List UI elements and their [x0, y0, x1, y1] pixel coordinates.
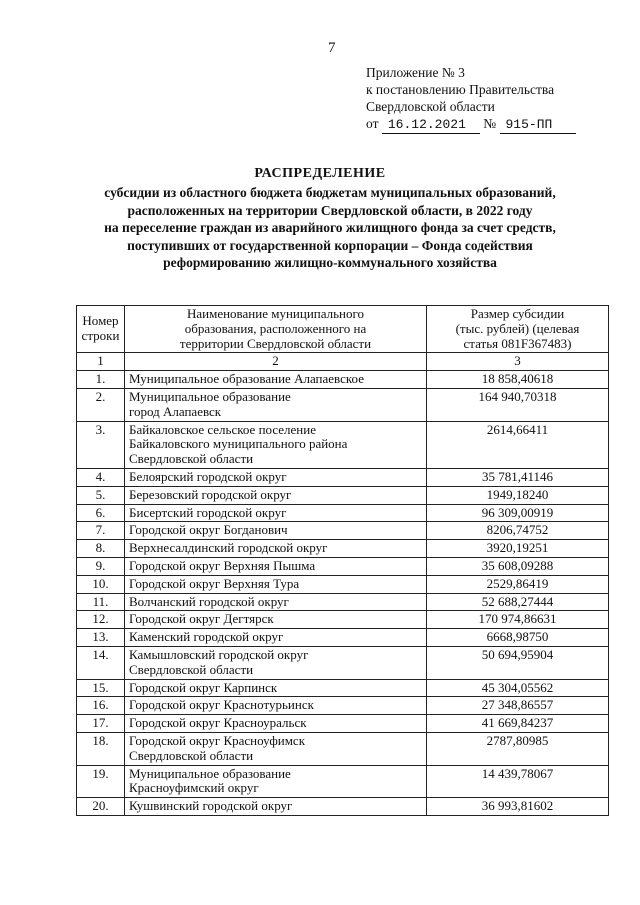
municipality-cell: Городской округ Богданович [125, 522, 427, 540]
subsidy-cell: 3920,19251 [427, 540, 609, 558]
row-number-cell: 1. [77, 371, 125, 389]
table-row [77, 629, 609, 647]
appendix-date-line [366, 115, 576, 134]
municipality-cell: Березовский городской округ [125, 486, 427, 504]
subsidy-cell: 8206,74752 [427, 522, 609, 540]
index-cell: 1 [77, 353, 125, 371]
municipality-cell: Муниципальное образование Алапаевское [125, 371, 427, 389]
subsidy-cell: 2614,66411 [427, 421, 609, 468]
subsidy-cell: 52 688,27444 [427, 593, 609, 611]
row-number-cell: 2. [77, 388, 125, 421]
municipality-cell: Городской округ Карпинск [125, 679, 427, 697]
row-number-cell: 4. [77, 468, 125, 486]
row-number-cell: 7. [77, 522, 125, 540]
subsidy-cell: 27 348,86557 [427, 697, 609, 715]
table-row [77, 421, 609, 468]
municipality-cell: Городской округ Верхняя Тура [125, 575, 427, 593]
header-subsidy: Размер субсидии (тыс. рублей) (целевая статья 081F367483) [427, 306, 609, 353]
subtitle-line: расположенных на территории Свердловской области, в 2022 году [127, 202, 533, 218]
from-label: от [366, 116, 379, 131]
subsidy-cell: 36 993,81602 [427, 798, 609, 816]
municipality-cell: Волчанский городской округ [125, 593, 427, 611]
table-row [77, 646, 609, 679]
appendix-block [366, 64, 576, 134]
table-row [77, 557, 609, 575]
subsidy-cell: 96 309,00919 [427, 504, 609, 522]
row-number-cell: 3. [77, 421, 125, 468]
row-number-cell: 18. [77, 732, 125, 765]
table-row [77, 504, 609, 522]
appendix-title: Приложение № 3 [366, 65, 465, 80]
municipality-cell: Бисертский городской округ [125, 504, 427, 522]
table-row [77, 798, 609, 816]
page-number: 7 [328, 40, 336, 56]
municipality-cell: Городской округ Краснотурьинск [125, 697, 427, 715]
subsidy-cell: 1949,18240 [427, 486, 609, 504]
table-row [77, 388, 609, 421]
table-row [77, 732, 609, 765]
table-row [77, 679, 609, 697]
municipality-cell: Городской округ Дегтярск [125, 611, 427, 629]
header-municipality: Наименование муниципального образования, расположенного на территории Свердловской области [125, 306, 427, 353]
subtitle-line: поступивших от государственной корпорации – Фонда содействия [127, 237, 533, 253]
table-row [77, 540, 609, 558]
subsidy-cell: 18 858,40618 [427, 371, 609, 389]
subtitle-line: реформированию жилищно-коммунального хозяйства [163, 255, 497, 271]
subsidy-table [76, 305, 609, 816]
row-number-cell: 14. [77, 646, 125, 679]
table-row [77, 715, 609, 733]
municipality-cell: Байкаловское сельское поселение Байкаловского муниципального района Свердловской области [125, 421, 427, 468]
row-number-cell: 10. [77, 575, 125, 593]
municipality-cell: Белоярский городской округ [125, 468, 427, 486]
resolution-number: 915-ПП [500, 116, 576, 134]
municipality-cell: Муниципальное образование город Алапаевск [125, 388, 427, 421]
municipality-cell: Верхнесалдинский городской округ [125, 540, 427, 558]
subsidy-cell: 50 694,95904 [427, 646, 609, 679]
table-row [77, 468, 609, 486]
table-body [77, 371, 609, 816]
subsidy-cell: 35 781,41146 [427, 468, 609, 486]
subsidy-cell: 6668,98750 [427, 629, 609, 647]
row-number-cell: 17. [77, 715, 125, 733]
table-row [77, 371, 609, 389]
municipality-cell: Городской округ Красноуральск [125, 715, 427, 733]
municipality-cell: Муниципальное образование Красноуфимский округ [125, 765, 427, 798]
municipality-cell: Кушвинский городской округ [125, 798, 427, 816]
subsidy-cell: 35 608,09288 [427, 557, 609, 575]
row-number-cell: 8. [77, 540, 125, 558]
table-row [77, 486, 609, 504]
subtitle-line: субсидии из областного бюджета бюджетам муниципальных образований, [104, 185, 556, 200]
row-number-cell: 11. [77, 593, 125, 611]
municipality-cell: Городской округ Красноуфимск Свердловской области [125, 732, 427, 765]
table-row [77, 575, 609, 593]
row-number-cell: 9. [77, 557, 125, 575]
number-label: № [483, 116, 497, 131]
row-number-cell: 12. [77, 611, 125, 629]
subsidy-cell: 2529,86419 [427, 575, 609, 593]
subsidy-cell: 164 940,70318 [427, 388, 609, 421]
row-number-cell: 20. [77, 798, 125, 816]
table-row [77, 765, 609, 798]
document-title: РАСПРЕДЕЛЕНИЕ [254, 166, 386, 181]
row-number-cell: 5. [77, 486, 125, 504]
index-cell: 3 [427, 353, 609, 371]
table-row [77, 522, 609, 540]
resolution-date: 16.12.2021 [382, 116, 480, 134]
municipality-cell: Городской округ Верхняя Пышма [125, 557, 427, 575]
row-number-cell: 6. [77, 504, 125, 522]
table-row [77, 697, 609, 715]
municipality-cell: Камышловский городской округ Свердловской области [125, 646, 427, 679]
subsidy-cell: 2787,80985 [427, 732, 609, 765]
row-number-cell: 19. [77, 765, 125, 798]
index-cell: 2 [125, 353, 427, 371]
table-row [77, 593, 609, 611]
table-row [77, 611, 609, 629]
subtitle-line: на переселение граждан из аварийного жилищного фонда за счет средств, [104, 220, 556, 236]
table-header-row [77, 306, 609, 353]
row-number-cell: 15. [77, 679, 125, 697]
subsidy-cell: 45 304,05562 [427, 679, 609, 697]
document-subtitle [70, 184, 590, 272]
header-row-number: Номер строки [77, 306, 125, 353]
appendix-resolution: к постановлению Правительства [366, 82, 555, 97]
subsidy-cell: 170 974,86631 [427, 611, 609, 629]
appendix-region: Свердловской области [366, 99, 495, 114]
row-number-cell: 13. [77, 629, 125, 647]
municipality-cell: Каменский городской округ [125, 629, 427, 647]
subsidy-cell: 41 669,84237 [427, 715, 609, 733]
row-number-cell: 16. [77, 697, 125, 715]
subsidy-cell: 14 439,78067 [427, 765, 609, 798]
table-index-row [77, 353, 609, 371]
